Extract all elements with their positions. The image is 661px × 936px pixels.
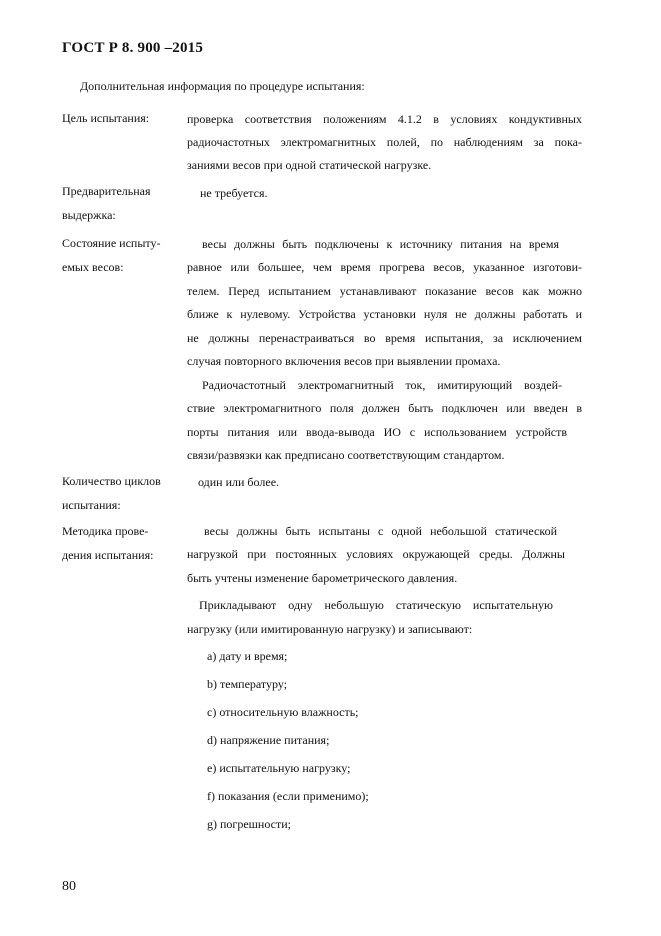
purpose-line: заниями весов при одной статической нагрузке.	[187, 158, 432, 172]
preconditioning-text: не требуется.	[200, 186, 268, 200]
condition-line: порты питания или ввода-вывода ИО с использованием устройств	[187, 425, 567, 439]
purpose-line: проверка соответствия положениям 4.1.2 в условиях кондуктивных	[187, 112, 582, 126]
record-list-item: g) погрешности;	[207, 817, 291, 831]
label-test-purpose: Цель испытания:	[62, 111, 150, 125]
procedure-line: весы должны быть испытаны с одной небольшой статической	[204, 524, 557, 538]
record-list-item: b) температуру;	[207, 677, 288, 691]
record-list-item: d) напряжение питания;	[207, 733, 330, 747]
record-list-item: c) относительную влажность;	[207, 705, 359, 719]
condition-line: ближе к нулевому. Устройства установки нуля не должны работать и	[187, 307, 582, 321]
cycles-text: один или более.	[198, 475, 280, 489]
condition-line: ствие электромагнитного поля должен быть подключен или введен в	[187, 401, 582, 415]
condition-line: равное или большее, чем время прогрева весов, указанное изготови-	[187, 260, 582, 274]
label-preconditioning: Предварительная выдержка:	[62, 184, 151, 222]
record-list-item: e) испытательную нагрузку;	[207, 761, 351, 775]
intro-text: Дополнительная информация по процедуре испытания:	[80, 79, 365, 93]
procedure-line: Прикладывают одну небольшую статическую испытательную	[199, 598, 553, 612]
condition-line: не должны перенастраиваться во время испытания, за исключением	[187, 331, 582, 345]
procedure-line: нагрузку (или имитированную нагрузку) и записывают:	[187, 622, 473, 636]
label-test-cycles: Количество циклов испытания:	[62, 474, 161, 512]
record-list-item: a) дату и время;	[207, 649, 288, 663]
condition-line: случая повторного включения весов при выявлении промаха.	[187, 354, 501, 368]
label-eut-condition: Состояние испыту- емых весов:	[62, 236, 161, 274]
document-header: ГОСТ Р 8. 900 –2015	[62, 40, 204, 56]
procedure-line: нагрузкой при постоянных условиях окружающей среды. Должны	[187, 547, 565, 561]
page-number: 80	[62, 879, 76, 894]
condition-line: связи/развязки как предписано соответствующим стандартом.	[187, 448, 505, 462]
condition-line: Радиочастотный электромагнитный ток, имитирующий воздей-	[202, 378, 562, 392]
record-list-item: f) показания (если применимо);	[207, 789, 369, 803]
purpose-line: радиочастотных электромагнитных полей, по наблюдениям за пока-	[187, 135, 582, 149]
condition-line: весы должны быть подключены к источнику питания на время	[202, 237, 559, 251]
label-test-procedure: Методика прове- дения испытания:	[62, 524, 154, 562]
procedure-line: быть учтены изменение барометрического давления.	[187, 571, 458, 585]
condition-line: телем. Перед испытанием устанавливают показание весов как можно	[187, 284, 582, 298]
